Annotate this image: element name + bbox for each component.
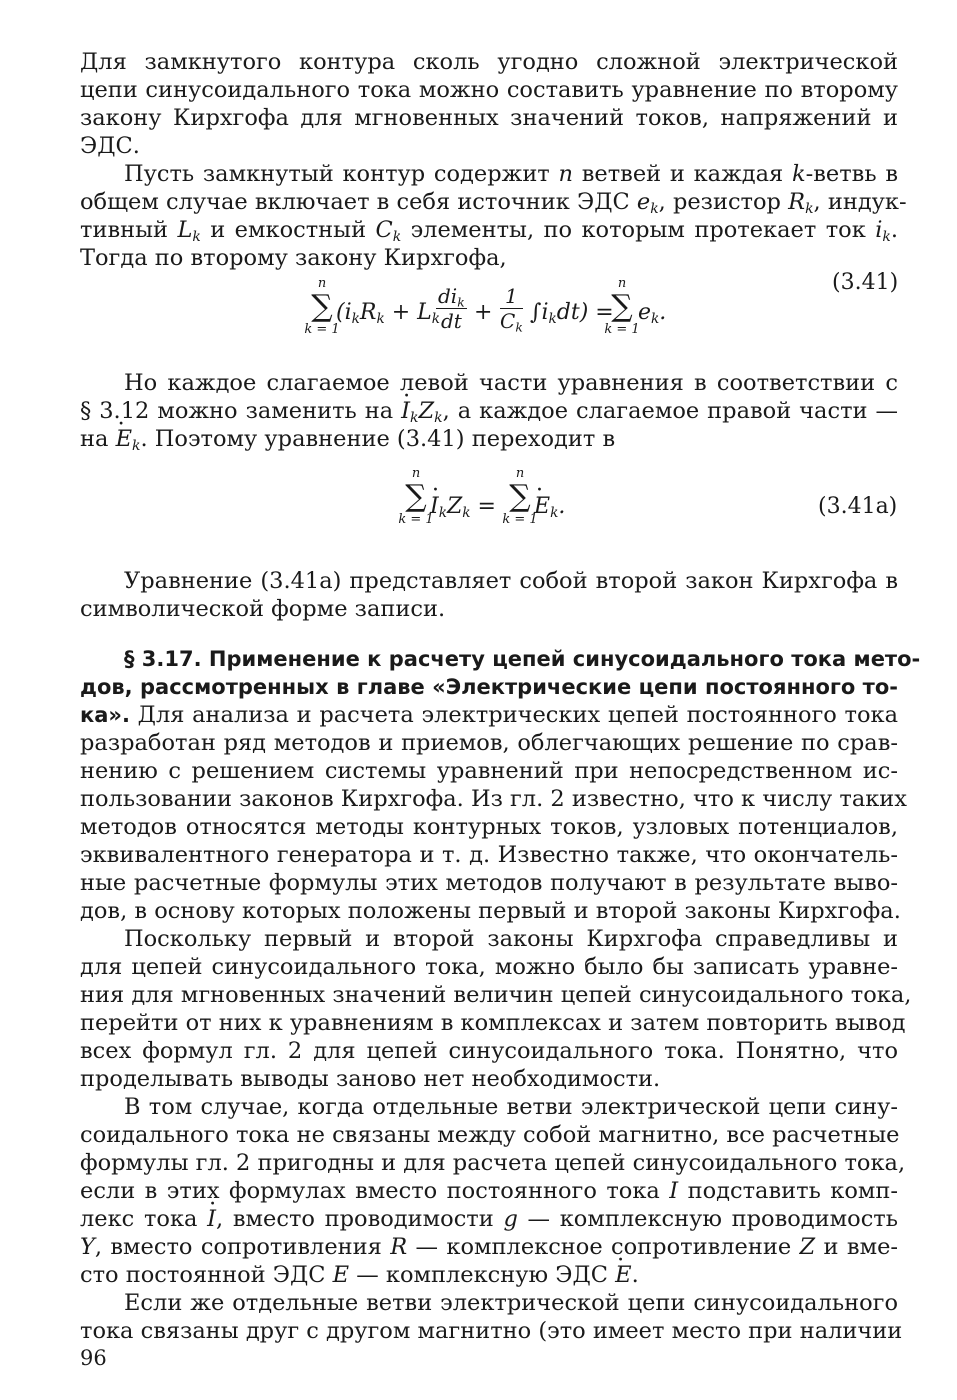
equation-term: $e_k$. [638, 300, 667, 328]
sum-symbol: n ∑ k = 1 [304, 276, 340, 337]
text-line: ные расчетные формулы этих методов получают в результате выво- [80, 870, 898, 896]
text-line: Y, вместо сопротивления R — комплексное сопротивление Z и вме- [80, 1234, 899, 1260]
text-line: § 3.12 можно заменить на · $I_kZ_k$, а каждое слагаемое правой части — [80, 396, 898, 426]
sum-symbol: n ∑ k = 1 [398, 466, 434, 527]
sum-symbol: n ∑ k = 1 [502, 466, 538, 527]
equation-plus: + [474, 300, 493, 325]
text-line: общем случае включает в себя источник ЭДС $e_k$, резистор $R_k$, индук- [80, 189, 907, 218]
text-line: символической форме записи. [80, 596, 446, 622]
text-line: методов относятся методы контурных токов, узловых потенциалов, [80, 814, 898, 840]
text-line: тивный $L_k$ и емкостный $C_k$ элементы, по которым протекает ток $i_k$. [80, 217, 898, 246]
text-line: тока связаны друг с другом магнитно (это имеет место при наличии [80, 1318, 903, 1344]
text-line: сто постоянной ЭДС E — комплексную ЭДС · E. [80, 1260, 898, 1290]
text-line: разработан ряд методов и приемов, облегчающих решение по срав- [80, 730, 898, 756]
text-line: Но каждое слагаемое левой части уравнения в соответствии с [124, 370, 898, 396]
text-line: на · $E_k$. Поэтому уравнение (3.41) переходит в [80, 424, 898, 454]
text-line: если в этих формулах вместо постоянного тока I подставить комп- [80, 1178, 899, 1204]
text-line: Поскольку первый и второй законы Кирхгофа справедливы и [124, 926, 898, 952]
fraction-1-c: $\frac{1}{C_k}$ [500, 284, 523, 335]
section-heading: § 3.17. Применение к расчету цепей синусоидального тока мето- [124, 647, 921, 671]
text-line: ЭДС. [80, 133, 140, 159]
equation-number: (3.41a) [818, 494, 898, 519]
equation-term: · $E_k$. [534, 494, 565, 519]
text-line: ка». Для анализа и расчета электрических цепей постоянного тока [80, 702, 898, 728]
text-line: дов, в основу которых положены первый и второй законы Кирхгофа. [80, 898, 901, 924]
text-line: Тогда по второму закону Кирхгофа, [80, 245, 507, 271]
text-line: нению с решением системы уравнений при непосредственном ис- [80, 758, 898, 784]
text-line: всех формул гл. 2 для цепей синусоидального тока. Понятно, что [80, 1038, 898, 1064]
text-line: эквивалентного генератора и т. д. Известно также, что окончатель- [80, 842, 898, 868]
text-line: проделывать выводы заново нет необходимости. [80, 1066, 661, 1092]
text-line: Уравнение (3.41a) представляет собой второй закон Кирхгофа в [124, 568, 898, 594]
equation-term: $\int i_kdt$) = [530, 300, 614, 328]
equation-term: ($i_kR_k + L_k$ [336, 300, 441, 328]
text-line: Пусть замкнутый контур содержит n ветвей и каждая k-ветвь в [124, 161, 898, 187]
fraction-di-dt: $di_k$ dt [438, 284, 465, 333]
section-heading: дов, рассмотренных в главе «Электрические цепи постоянного то- [80, 675, 898, 699]
text-line: для цепей синусоидального тока, можно было бы записать уравне- [80, 954, 898, 980]
page-number: 96 [80, 1346, 107, 1370]
text-line: закону Кирхгофа для мгновенных значений токов, напряжений и [80, 105, 898, 131]
text-line: Если же отдельные ветви электрической цепи синусоидального [124, 1290, 898, 1316]
text-line: формулы гл. 2 пригодны и для расчета цепей синусоидального тока, [80, 1150, 906, 1176]
text-line: Для замкнутого контура сколь угодно сложной электрической [80, 49, 898, 75]
text-line: пользовании законов Кирхгофа. Из гл. 2 известно, что к числу таких [80, 786, 907, 812]
text-line: цепи синусоидального тока можно составить уравнение по второму [80, 77, 898, 103]
text-line: ния для мгновенных значений величин цепей синусоидального тока, [80, 982, 912, 1008]
text-line: лекс тока · I, вместо проводимости g — комплексную проводимость [80, 1204, 898, 1234]
equation-term: · $I_kZ_k$ = [430, 494, 496, 519]
text-line: соидального тока не связаны между собой магнитно, все расчетные [80, 1122, 900, 1148]
text-line: перейти от них к уравнениям в комплексах и затем повторить вывод [80, 1010, 906, 1036]
text-line: В том случае, когда отдельные ветви электрической цепи сину- [124, 1094, 898, 1120]
equation-number: (3.41) [832, 270, 899, 295]
sum-symbol: n ∑ k = 1 [604, 276, 640, 337]
